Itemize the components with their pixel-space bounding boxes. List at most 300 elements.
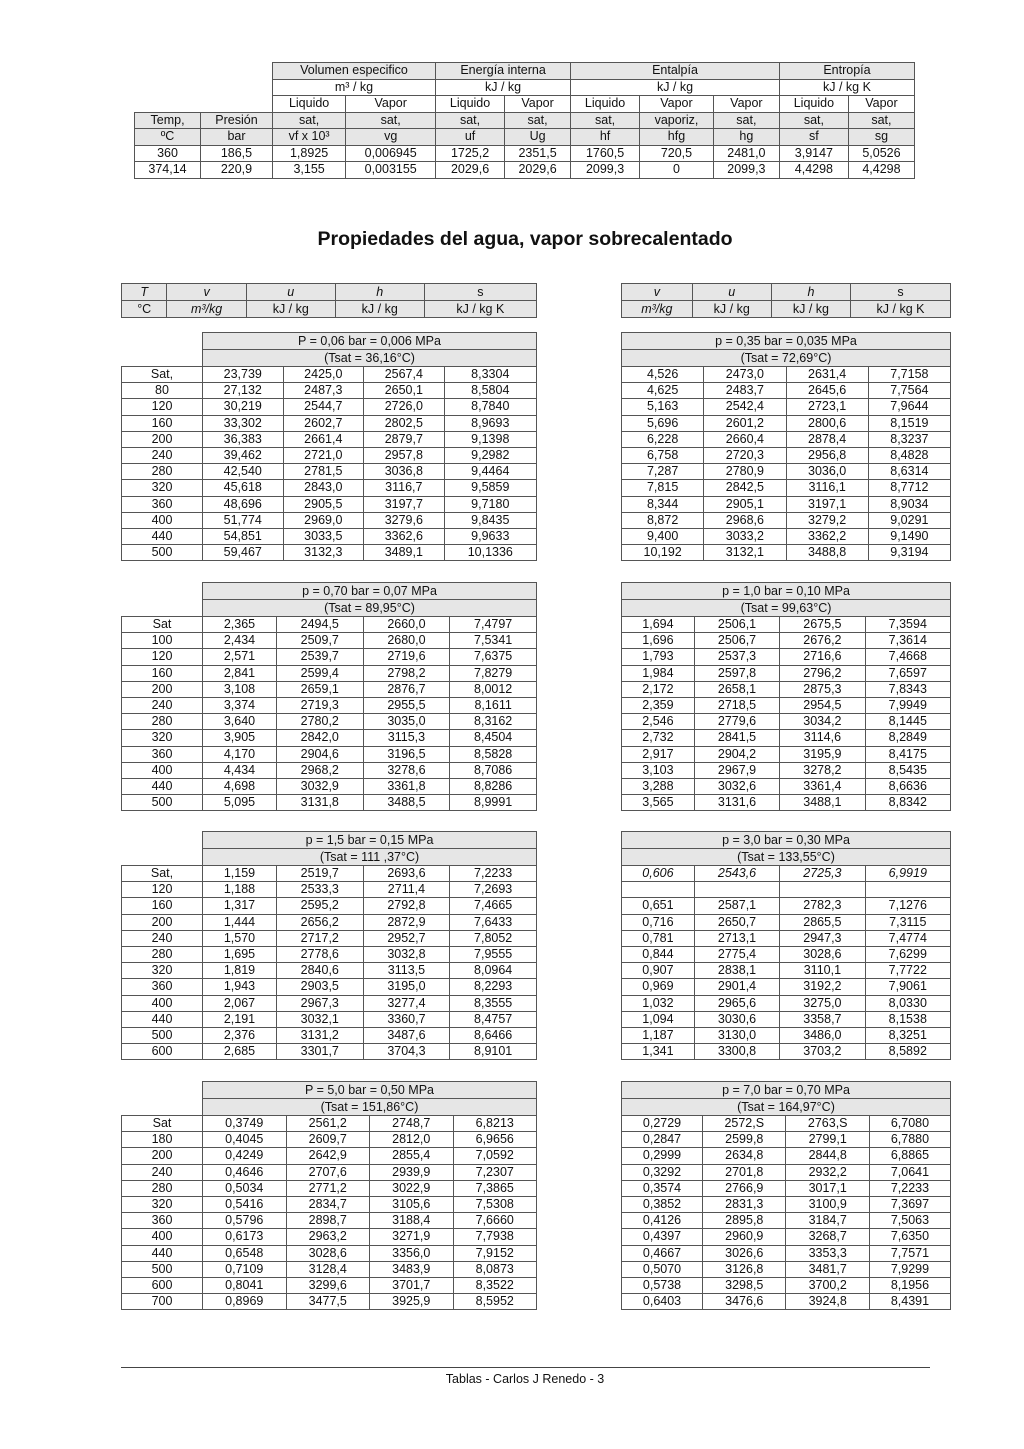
header-cell: uf bbox=[436, 129, 505, 146]
table-cell: 3704,3 bbox=[363, 1044, 450, 1060]
table-cell: 3489,1 bbox=[364, 545, 445, 561]
table-cell: 3487,6 bbox=[363, 1027, 450, 1043]
table-cell: 8,3162 bbox=[450, 714, 537, 730]
table-row bbox=[122, 1164, 537, 1180]
table-cell: 1,793 bbox=[622, 649, 695, 665]
table-cell: 3110,1 bbox=[780, 963, 865, 979]
table-cell: 2481,0 bbox=[713, 145, 779, 162]
table-cell: 2660,0 bbox=[363, 617, 450, 633]
table-cell: 2561,2 bbox=[286, 1116, 370, 1132]
table-cell: 8,9034 bbox=[868, 496, 950, 512]
table-cell: 8,5892 bbox=[865, 1044, 950, 1060]
table-cell: 720,5 bbox=[640, 145, 714, 162]
table-cell: 1,943 bbox=[203, 979, 277, 995]
header-cell: kJ / kg bbox=[771, 301, 850, 318]
table-cell: 3114,6 bbox=[780, 730, 865, 746]
table-cell: 2780,2 bbox=[276, 714, 363, 730]
table-cell bbox=[622, 882, 695, 898]
table-cell: 54,851 bbox=[203, 528, 284, 544]
table-row bbox=[622, 512, 951, 528]
header-cell: kJ / kg bbox=[335, 301, 424, 318]
table-cell: 2660,4 bbox=[704, 431, 786, 447]
table-cell: 9,400 bbox=[622, 528, 704, 544]
table-cell: 2676,2 bbox=[780, 633, 865, 649]
table-cell: 2932,2 bbox=[786, 1164, 869, 1180]
header-cell: u bbox=[246, 284, 335, 301]
table-row bbox=[622, 697, 951, 713]
table-cell: 7,2233 bbox=[869, 1180, 950, 1196]
table-cell: 2,067 bbox=[203, 995, 277, 1011]
table-cell: 186,5 bbox=[201, 145, 273, 162]
header-cell: sat, bbox=[505, 112, 571, 129]
table-row bbox=[622, 930, 951, 946]
table-cell: 120 bbox=[122, 399, 203, 415]
blank-cell bbox=[122, 849, 203, 866]
table-cell: 280 bbox=[122, 464, 203, 480]
table-cell: 2967,9 bbox=[694, 762, 779, 778]
table-row bbox=[622, 464, 951, 480]
table-cell: 2719,3 bbox=[276, 697, 363, 713]
table-cell: 80 bbox=[122, 383, 203, 399]
pressure-label: p = 7,0 bar = 0,70 MPa bbox=[622, 1082, 951, 1099]
table-cell: 3113,5 bbox=[363, 963, 450, 979]
table-cell: 2,685 bbox=[203, 1044, 277, 1060]
table-cell: 23,739 bbox=[203, 367, 284, 383]
table-row bbox=[122, 714, 537, 730]
table-cell: 0 bbox=[640, 162, 714, 179]
header-cell: sat, bbox=[713, 112, 779, 129]
table-cell: 8,4391 bbox=[869, 1294, 950, 1310]
top-header-row-2 bbox=[135, 79, 915, 96]
table-cell: 240 bbox=[122, 1164, 203, 1180]
saturation-row bbox=[135, 162, 915, 179]
table-cell: 7,6433 bbox=[450, 914, 537, 930]
table-cell: 0,606 bbox=[622, 866, 695, 882]
table-cell: 2771,2 bbox=[286, 1180, 370, 1196]
table-cell: 0,3292 bbox=[622, 1164, 703, 1180]
table-cell: 3488,5 bbox=[363, 795, 450, 811]
table-cell: 2800,6 bbox=[786, 415, 868, 431]
pressure-caption-row bbox=[122, 350, 537, 367]
table-row bbox=[622, 1116, 951, 1132]
table-cell: 3,640 bbox=[203, 714, 277, 730]
table-row bbox=[622, 649, 951, 665]
table-cell: 3132,1 bbox=[704, 545, 786, 561]
header-cell: u bbox=[692, 284, 771, 301]
table-cell: 3022,9 bbox=[370, 1180, 454, 1196]
table-cell: 2957,8 bbox=[364, 447, 445, 463]
table-cell: 7,6375 bbox=[450, 649, 537, 665]
table-cell: 2,376 bbox=[203, 1027, 277, 1043]
table-cell: 200 bbox=[122, 431, 203, 447]
table-cell: 3299,6 bbox=[286, 1277, 370, 1293]
table-cell: 7,9555 bbox=[450, 946, 537, 962]
table-cell: 3278,6 bbox=[363, 762, 450, 778]
table-cell: 2775,4 bbox=[694, 946, 779, 962]
header-cell: kJ / kg K bbox=[424, 301, 536, 318]
table-cell: 3130,0 bbox=[694, 1027, 779, 1043]
table-cell: 0,5034 bbox=[203, 1180, 287, 1196]
table-cell: 7,0592 bbox=[453, 1148, 537, 1164]
table-cell: 2707,6 bbox=[286, 1164, 370, 1180]
table-cell: 6,8213 bbox=[453, 1116, 537, 1132]
table-cell: 3925,9 bbox=[370, 1294, 454, 1310]
table-row bbox=[622, 1196, 951, 1212]
table-cell: 2599,8 bbox=[703, 1132, 786, 1148]
table-cell: 0,3749 bbox=[203, 1116, 287, 1132]
table-row bbox=[622, 633, 951, 649]
header-cell: v bbox=[167, 284, 246, 301]
left-pressure-table bbox=[121, 582, 537, 811]
table-cell: 9,7180 bbox=[444, 496, 536, 512]
table-cell: 3486,0 bbox=[780, 1027, 865, 1043]
table-cell: 3488,8 bbox=[786, 545, 868, 561]
table-cell: 3036,8 bbox=[364, 464, 445, 480]
table-cell: 2509,7 bbox=[276, 633, 363, 649]
table-cell: 3195,9 bbox=[780, 746, 865, 762]
phase-header: Vapor bbox=[640, 96, 714, 113]
table-cell: 2656,2 bbox=[276, 914, 363, 930]
table-cell: 3476,6 bbox=[703, 1294, 786, 1310]
table-cell: 3,9147 bbox=[779, 145, 848, 162]
table-row bbox=[122, 431, 537, 447]
footer-divider bbox=[121, 1367, 930, 1368]
table-cell: 0,716 bbox=[622, 914, 695, 930]
table-cell: 3100,9 bbox=[786, 1196, 869, 1212]
table-cell: 5,163 bbox=[622, 399, 704, 415]
table-cell: 7,3865 bbox=[453, 1180, 537, 1196]
table-cell: 1,341 bbox=[622, 1044, 695, 1060]
table-cell: 160 bbox=[122, 415, 203, 431]
table-cell: 3116,7 bbox=[364, 480, 445, 496]
table-cell: 0,6403 bbox=[622, 1294, 703, 1310]
table-row bbox=[122, 1196, 537, 1212]
table-row bbox=[622, 762, 951, 778]
table-cell: 2473,0 bbox=[704, 367, 786, 383]
table-cell: 2029,6 bbox=[505, 162, 571, 179]
table-cell: 3028,6 bbox=[780, 946, 865, 962]
table-cell: 3,374 bbox=[203, 697, 277, 713]
table-cell: 200 bbox=[122, 681, 203, 697]
table-cell: 2969,0 bbox=[283, 512, 364, 528]
table-cell bbox=[780, 882, 865, 898]
table-cell: 2904,2 bbox=[694, 746, 779, 762]
table-cell: 3358,7 bbox=[780, 1011, 865, 1027]
table-cell: 280 bbox=[122, 714, 203, 730]
table-cell: 2831,3 bbox=[703, 1196, 786, 1212]
blank-cell bbox=[122, 333, 203, 350]
table-cell: 3105,6 bbox=[370, 1196, 454, 1212]
table-cell: 2542,4 bbox=[704, 399, 786, 415]
right-pressure-table bbox=[621, 582, 951, 811]
table-cell: 8,8342 bbox=[865, 795, 950, 811]
table-cell: 10,192 bbox=[622, 545, 704, 561]
blank-cell bbox=[122, 600, 203, 617]
right-column-header bbox=[621, 283, 951, 318]
table-cell: 7,6350 bbox=[869, 1229, 950, 1245]
blank-cell bbox=[122, 1099, 203, 1116]
pressure-caption-row bbox=[122, 1082, 537, 1099]
table-cell: 2519,7 bbox=[276, 866, 363, 882]
table-cell: 2487,3 bbox=[283, 383, 364, 399]
table-cell: 4,526 bbox=[622, 367, 704, 383]
table-cell: 7,9299 bbox=[869, 1261, 950, 1277]
table-cell: 2865,5 bbox=[780, 914, 865, 930]
table-cell: 2,546 bbox=[622, 714, 695, 730]
table-cell: 8,9693 bbox=[444, 415, 536, 431]
table-cell: 2963,2 bbox=[286, 1229, 370, 1245]
table-cell: 5,095 bbox=[203, 795, 277, 811]
table-cell: 0,2847 bbox=[622, 1132, 703, 1148]
table-cell: 440 bbox=[122, 528, 203, 544]
table-cell: 0,5070 bbox=[622, 1261, 703, 1277]
table-cell: 1,984 bbox=[622, 665, 695, 681]
blank-cell bbox=[122, 1082, 203, 1099]
table-row bbox=[622, 1229, 951, 1245]
table-cell: 3488,1 bbox=[780, 795, 865, 811]
table-cell: 6,7880 bbox=[869, 1132, 950, 1148]
table-row bbox=[622, 1277, 951, 1293]
table-cell: 200 bbox=[122, 914, 203, 930]
table-cell: 2879,7 bbox=[364, 431, 445, 447]
table-cell: 2721,0 bbox=[283, 447, 364, 463]
table-cell: 6,7080 bbox=[869, 1116, 950, 1132]
table-cell: 2878,4 bbox=[786, 431, 868, 447]
right-header-row-1 bbox=[622, 284, 951, 301]
table-cell: 2726,0 bbox=[364, 399, 445, 415]
table-row bbox=[122, 746, 537, 762]
table-cell: 7,4797 bbox=[450, 617, 537, 633]
table-cell: 0,781 bbox=[622, 930, 695, 946]
table-row bbox=[622, 447, 951, 463]
table-cell bbox=[694, 882, 779, 898]
table-cell: 3017,1 bbox=[786, 1180, 869, 1196]
blank-cell bbox=[135, 79, 273, 96]
table-cell: 0,4667 bbox=[622, 1245, 703, 1261]
table-cell: 2840,6 bbox=[276, 963, 363, 979]
table-cell: 2,359 bbox=[622, 697, 695, 713]
table-cell: 3033,5 bbox=[283, 528, 364, 544]
table-cell: 3032,6 bbox=[694, 778, 779, 794]
table-cell: 240 bbox=[122, 930, 203, 946]
table-cell: 1,159 bbox=[203, 866, 277, 882]
table-cell: 4,625 bbox=[622, 383, 704, 399]
table-cell: 7,7158 bbox=[868, 367, 950, 383]
pressure-caption-row bbox=[122, 600, 537, 617]
table-cell: 3477,5 bbox=[286, 1294, 370, 1310]
table-cell: 2952,7 bbox=[363, 930, 450, 946]
blank-cell bbox=[122, 832, 203, 849]
header-cell: sg bbox=[848, 129, 914, 146]
table-cell: 3300,8 bbox=[694, 1044, 779, 1060]
table-cell: 3481,7 bbox=[786, 1261, 869, 1277]
table-cell: 2844,8 bbox=[786, 1148, 869, 1164]
table-row bbox=[622, 431, 951, 447]
right-pressure-table bbox=[621, 831, 951, 1060]
table-cell: 2955,5 bbox=[363, 697, 450, 713]
table-row bbox=[122, 1148, 537, 1164]
table-cell: 2,365 bbox=[203, 617, 277, 633]
table-cell: 160 bbox=[122, 898, 203, 914]
table-cell: 7,7571 bbox=[869, 1245, 950, 1261]
table-cell: 2601,2 bbox=[704, 415, 786, 431]
table-cell: 3,565 bbox=[622, 795, 695, 811]
table-cell: Sat, bbox=[122, 866, 203, 882]
table-cell: 45,618 bbox=[203, 480, 284, 496]
table-cell: 8,5952 bbox=[453, 1294, 537, 1310]
table-cell: 3126,8 bbox=[703, 1261, 786, 1277]
table-cell: 7,4668 bbox=[865, 649, 950, 665]
pressure-label: p = 0,35 bar = 0,035 MPa bbox=[622, 333, 951, 350]
table-cell: 7,3594 bbox=[865, 617, 950, 633]
table-cell: 200 bbox=[122, 1148, 203, 1164]
table-cell: 3128,4 bbox=[286, 1261, 370, 1277]
table-row bbox=[122, 367, 537, 383]
table-cell: 3131,2 bbox=[276, 1027, 363, 1043]
table-cell: 2701,8 bbox=[703, 1164, 786, 1180]
table-cell: 360 bbox=[122, 746, 203, 762]
table-cell: 7,9949 bbox=[865, 697, 950, 713]
table-row bbox=[622, 778, 951, 794]
table-cell: 2778,6 bbox=[276, 946, 363, 962]
table-cell: 8,5435 bbox=[865, 762, 950, 778]
header-cell: vaporiz, bbox=[640, 112, 714, 129]
table-cell: 2661,4 bbox=[283, 431, 364, 447]
table-cell: 3362,6 bbox=[364, 528, 445, 544]
table-cell: 2842,5 bbox=[704, 480, 786, 496]
unit-header: kJ / kg bbox=[571, 79, 780, 96]
table-row bbox=[622, 1044, 951, 1060]
table-cell: 3361,4 bbox=[780, 778, 865, 794]
table-cell: 2642,9 bbox=[286, 1148, 370, 1164]
table-cell: 3483,9 bbox=[370, 1261, 454, 1277]
table-cell: 2595,2 bbox=[276, 898, 363, 914]
table-cell: 2693,6 bbox=[363, 866, 450, 882]
table-cell: 3361,8 bbox=[363, 778, 450, 794]
table-cell: 2,191 bbox=[203, 1011, 277, 1027]
table-cell: 2843,0 bbox=[283, 480, 364, 496]
table-cell: 2967,3 bbox=[276, 995, 363, 1011]
table-cell: 6,9656 bbox=[453, 1132, 537, 1148]
table-row bbox=[122, 898, 537, 914]
table-row bbox=[122, 383, 537, 399]
table-cell: 30,219 bbox=[203, 399, 284, 415]
table-cell: 2905,1 bbox=[704, 496, 786, 512]
table-cell: 2901,4 bbox=[694, 979, 779, 995]
table-cell: 4,4298 bbox=[848, 162, 914, 179]
table-cell: 7,9152 bbox=[453, 1245, 537, 1261]
table-row bbox=[122, 914, 537, 930]
table-cell: 2780,9 bbox=[704, 464, 786, 480]
table-row bbox=[122, 496, 537, 512]
table-row bbox=[122, 1180, 537, 1196]
table-cell: 7,8343 bbox=[865, 681, 950, 697]
page-title: Propiedades del agua, vapor sobrecalentado bbox=[317, 228, 733, 250]
pressure-caption-row bbox=[622, 1082, 951, 1099]
table-cell: 7,5063 bbox=[869, 1213, 950, 1229]
header-cell: m³/kg bbox=[622, 301, 693, 318]
table-row bbox=[622, 1245, 951, 1261]
table-cell: 2634,8 bbox=[703, 1148, 786, 1164]
table-cell: 3279,6 bbox=[364, 512, 445, 528]
table-row bbox=[122, 795, 537, 811]
table-row bbox=[122, 464, 537, 480]
table-cell: 1,444 bbox=[203, 914, 277, 930]
table-cell: 1,032 bbox=[622, 995, 695, 1011]
table-row bbox=[622, 399, 951, 415]
table-cell: 9,8435 bbox=[444, 512, 536, 528]
table-cell: 2,434 bbox=[203, 633, 277, 649]
table-cell: 2968,2 bbox=[276, 762, 363, 778]
table-cell: 3034,2 bbox=[780, 714, 865, 730]
table-cell: 500 bbox=[122, 545, 203, 561]
table-cell: 8,1611 bbox=[450, 697, 537, 713]
table-cell: 3,155 bbox=[272, 162, 345, 179]
phase-header: Liquido bbox=[779, 96, 848, 113]
col-group-header: Entropía bbox=[779, 63, 914, 80]
table-cell: 8,4828 bbox=[868, 447, 950, 463]
table-cell: 3301,7 bbox=[276, 1044, 363, 1060]
table-cell: 3271,9 bbox=[370, 1229, 454, 1245]
phase-header: Vapor bbox=[505, 96, 571, 113]
table-cell: 2494,5 bbox=[276, 617, 363, 633]
table-cell: 360 bbox=[122, 496, 203, 512]
table-cell: 240 bbox=[122, 697, 203, 713]
table-cell: 48,696 bbox=[203, 496, 284, 512]
table-cell: 3132,3 bbox=[283, 545, 364, 561]
header-cell: h bbox=[771, 284, 850, 301]
table-cell: 1,694 bbox=[622, 617, 695, 633]
table-cell: 7,3697 bbox=[869, 1196, 950, 1212]
table-row bbox=[122, 681, 537, 697]
table-row bbox=[122, 866, 537, 882]
table-cell: 0,6173 bbox=[203, 1229, 287, 1245]
left-header-row-1 bbox=[122, 284, 537, 301]
table-cell: 2781,5 bbox=[283, 464, 364, 480]
table-cell: 2539,7 bbox=[276, 649, 363, 665]
table-row bbox=[122, 946, 537, 962]
table-cell: 7,4665 bbox=[450, 898, 537, 914]
left-pressure-table bbox=[121, 1081, 537, 1310]
table-cell: 6,228 bbox=[622, 431, 704, 447]
table-cell: 9,0291 bbox=[868, 512, 950, 528]
table-cell: 2960,9 bbox=[703, 1229, 786, 1245]
table-cell: 3036,0 bbox=[786, 464, 868, 480]
table-row bbox=[622, 1027, 951, 1043]
table-cell: 8,344 bbox=[622, 496, 704, 512]
table-cell: 0,907 bbox=[622, 963, 695, 979]
table-cell: 2544,7 bbox=[283, 399, 364, 415]
table-cell: 8,4504 bbox=[450, 730, 537, 746]
page-footer: Tablas - Carlos J Renedo - 3 bbox=[445, 1372, 605, 1386]
table-row bbox=[622, 795, 951, 811]
table-cell: 9,5859 bbox=[444, 480, 536, 496]
table-cell: 1,188 bbox=[203, 882, 277, 898]
table-cell: 4,170 bbox=[203, 746, 277, 762]
tsat-label: (Tsat = 36,16°C) bbox=[203, 350, 537, 367]
table-cell: 6,8865 bbox=[869, 1148, 950, 1164]
table-cell: 7,8279 bbox=[450, 665, 537, 681]
table-cell: 0,651 bbox=[622, 898, 695, 914]
table-row bbox=[622, 681, 951, 697]
table-row bbox=[122, 545, 537, 561]
table-cell: 2939,9 bbox=[370, 1164, 454, 1180]
left-column-header bbox=[121, 283, 537, 318]
table-cell: 2796,2 bbox=[780, 665, 865, 681]
table-cell: 2895,8 bbox=[703, 1213, 786, 1229]
left-pressure-table bbox=[121, 831, 537, 1060]
table-cell: 7,7938 bbox=[453, 1229, 537, 1245]
